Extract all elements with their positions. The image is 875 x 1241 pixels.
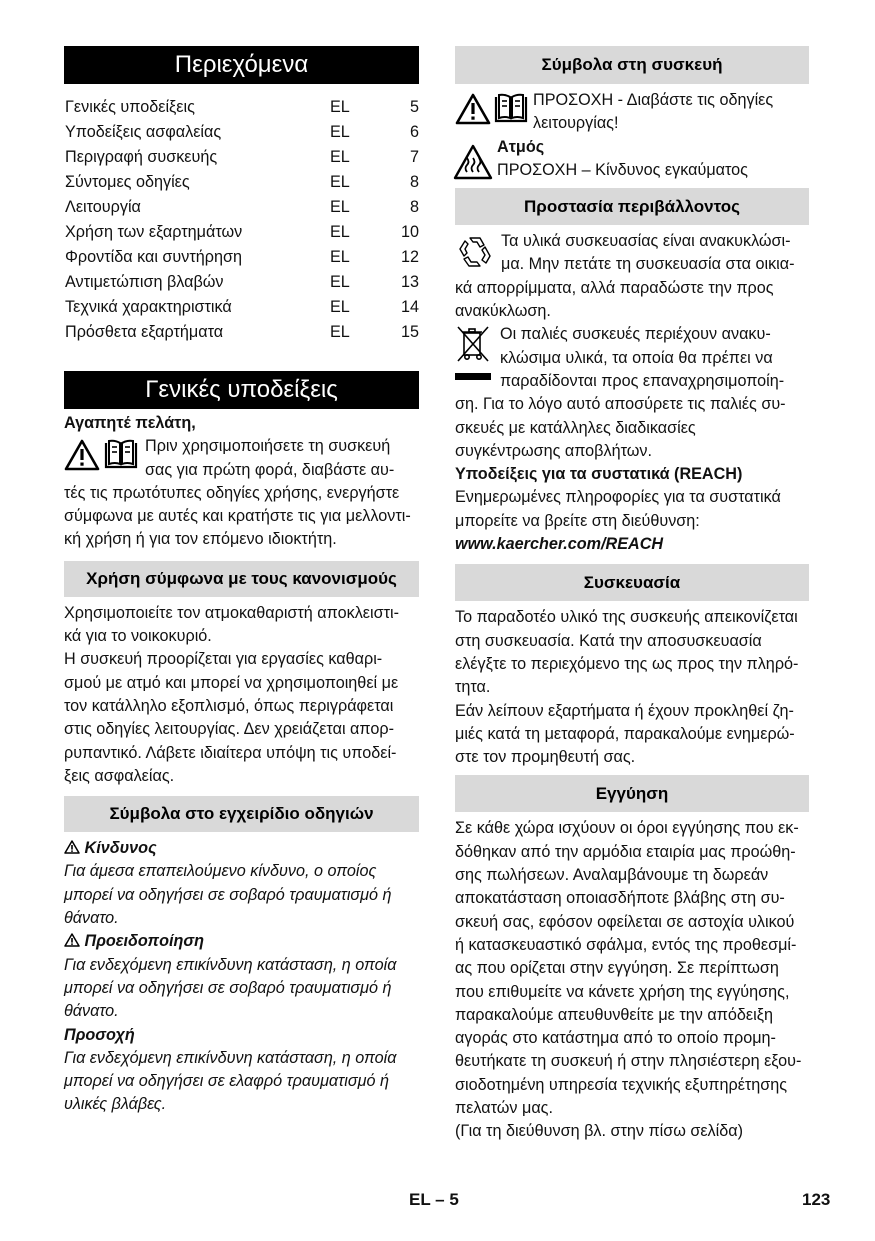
warning-triangle-icon xyxy=(455,93,491,125)
toc-entry-lang: EL xyxy=(330,198,350,216)
toc-entry[interactable] xyxy=(64,270,419,295)
left-column xyxy=(64,46,419,1117)
general-line-1: Πριν χρησιμοποιήσετε τη συσκευή xyxy=(145,437,391,456)
intended-use-body xyxy=(64,602,419,788)
toc-entry[interactable] xyxy=(64,320,419,345)
toc-entry-lang: EL xyxy=(330,98,350,116)
toc-entry[interactable] xyxy=(64,245,419,270)
old-devices-line: συγκέντρωσης αποβλήτων. xyxy=(455,441,652,460)
intended-use-heading: Χρήση σύμφωνα με τους κανονισμούς xyxy=(64,561,419,597)
packaging-text-line: στη συσκευασία. Κατά την αποσυσκευασία xyxy=(455,631,762,650)
toc-entry-title: Πρόσθετα εξαρτήματα xyxy=(65,323,224,341)
toc-entry-page: 6 xyxy=(409,123,419,141)
footer-section-code: EL – 5 xyxy=(409,1190,459,1209)
toc-entry-title: Αντιμετώπιση βλαβών xyxy=(65,273,224,291)
toc-entry-page: 15 xyxy=(400,323,419,341)
packaging-line: ανακύκλωση. xyxy=(455,302,551,321)
general-line-4: σύμφωνα με αυτές και κρατήστε τις για μελλοντι- xyxy=(64,507,411,526)
toc-entry-title: Γενικές υποδείξεις xyxy=(65,98,195,116)
intended-use-line: τον κατάλληλο εξοπλισμό, όπως περιγράφεται xyxy=(64,696,394,715)
recycling-paragraph xyxy=(455,230,809,323)
warning-heading xyxy=(64,930,419,953)
toc-entry-page: 13 xyxy=(400,273,419,291)
steam-hot-surface-icon xyxy=(453,144,493,180)
toc-entry-title: Περιγραφή συσκευής xyxy=(65,148,218,166)
toc-entry-lang: EL xyxy=(330,323,350,341)
intended-use-line: ρυπαντικό. Λάβετε ιδιαίτερα υπόψη τις υποδεί- xyxy=(64,743,397,762)
toc-entry-page: 7 xyxy=(409,148,419,166)
toc-list xyxy=(64,95,419,345)
manual-symbols-body xyxy=(64,837,419,1117)
toc-entry-page: 12 xyxy=(400,248,419,266)
warranty-line: (Για τη διεύθυνση βλ. στην πίσω σελίδα) xyxy=(455,1122,743,1141)
read-manual-line: λειτουργίας! xyxy=(533,114,619,133)
reach-heading: Υποδείξεις για τα συστατικά (REACH) xyxy=(455,465,743,484)
packaging-text-line: μιές κατά τη μεταφορά, παρακαλούμε ενημερώ- xyxy=(455,724,795,743)
warranty-body xyxy=(455,817,809,1143)
warning-line: Για ενδεχόμενη επικίνδυνη κατάσταση, η οποία xyxy=(64,955,397,974)
toc-entry[interactable] xyxy=(64,195,419,220)
warranty-line: δόθηκαν από την αρμόδια εταιρία μας προώθη- xyxy=(455,842,796,861)
warranty-heading: Εγγύηση xyxy=(455,775,809,812)
caution-line: υλικές βλάβες. xyxy=(64,1095,167,1114)
intended-use-line: σμού με ατμό και μπορεί να χρησιμοποιηθεί με xyxy=(64,673,399,692)
manual-book-icon xyxy=(103,439,139,471)
intended-use-line: Χρησιμοποιείτε τον ατμοκαθαριστή αποκλειστι- xyxy=(64,603,399,622)
packaging-heading: Συσκευασία xyxy=(455,564,809,601)
general-line-3: τές τις πρωτότυπες οδηγίες χρήσης, ενεργήστε xyxy=(64,483,400,502)
toc-entry-title: Υποδείξεις ασφαλείας xyxy=(65,123,222,141)
steam-label: Ατμός xyxy=(497,137,545,156)
toc-entry-lang: EL xyxy=(330,173,350,191)
old-devices-line: κλώσιμα υλικά, τα οποία θα πρέπει να xyxy=(500,348,773,367)
warranty-line: αποκατάσταση οποιασδήποτε βλάβης στη συ- xyxy=(455,889,785,908)
toc-entry-title: Χρήση των εξαρτημάτων xyxy=(65,223,243,241)
reach-line: μπορείτε να βρείτε στη διεύθυνση: xyxy=(455,511,700,530)
reach-url-link[interactable]: www.kaercher.com/REACH xyxy=(455,535,664,554)
warranty-line: ή κατασκευαστικό σφάλμα, εντός της προθεσμί- xyxy=(455,935,797,954)
old-devices-line: Οι παλιές συσκευές περιέχουν ανακυ- xyxy=(500,325,771,344)
packaging-body xyxy=(455,606,809,769)
intended-use-line: Η συσκευή προορίζεται για εργασίες καθαρι- xyxy=(64,650,383,669)
warning-line: θάνατο. xyxy=(64,1002,119,1021)
toc-entry-lang: EL xyxy=(330,223,350,241)
packaging-text-line: ελέγξτε το περιεχόμενο της ως προς την πληρό- xyxy=(455,654,799,673)
steam-text xyxy=(497,136,748,183)
danger-warning-icon xyxy=(64,840,80,854)
toc-entry-page: 14 xyxy=(400,298,419,316)
warranty-line: σιοδοτημένη υπηρεσία τεχνικής εξυπηρέτησης xyxy=(455,1075,788,1094)
toc-entry-title: Σύντομες οδηγίες xyxy=(65,173,190,191)
old-devices-line: σκευές με κατάλληλες διαδικασίες xyxy=(455,418,696,437)
general-line-5: κή χρήση ή για τον επόμενο ιδιοκτήτη. xyxy=(64,530,337,549)
danger-line: θάνατο. xyxy=(64,909,119,928)
environment-heading: Προστασία περιβάλλοντος xyxy=(455,188,809,225)
environment-body xyxy=(455,230,809,556)
device-symbols-heading: Σύμβολα στη συσκευή xyxy=(455,46,809,84)
caution-line: μπορεί να οδηγήσει σε ελαφρό τραυματισμό ή xyxy=(64,1072,389,1091)
toc-entry-lang: EL xyxy=(330,123,350,141)
packaging-text-line: στε τον προμηθευτή σας. xyxy=(455,748,636,767)
intended-use-line: κά για το νοικοκυριό. xyxy=(64,627,212,646)
recycling-icon xyxy=(455,233,495,273)
old-devices-paragraph xyxy=(455,323,809,463)
read-manual-symbol-row xyxy=(455,89,809,136)
toc-entry[interactable] xyxy=(64,95,419,120)
toc-entry[interactable] xyxy=(64,220,419,245)
steam-warning-text: ΠΡΟΣΟΧΗ – Κίνδυνος εγκαύματος xyxy=(497,160,748,179)
right-column xyxy=(455,46,809,1144)
packaging-text-line: Εάν λείπουν εξαρτήματα ή έχουν προκληθεί ζη- xyxy=(455,701,794,720)
intended-use-line: ξεις ασφαλείας. xyxy=(64,766,175,785)
toc-entry-lang: EL xyxy=(330,248,350,266)
toc-entry-page: 10 xyxy=(400,223,419,241)
warranty-line: παρακαλούμε απευθυνθείτε με την απόδειξη xyxy=(455,1005,773,1024)
danger-label: Κίνδυνος xyxy=(84,839,157,858)
packaging-line: μα. Μην πετάτε τη συσκευασία στα οικια- xyxy=(501,255,795,274)
toc-entry-lang: EL xyxy=(330,273,350,291)
general-body xyxy=(64,435,419,551)
greeting: Αγαπητέ πελάτη, xyxy=(64,414,196,432)
warranty-line: σης πωλήσεων. Αναλαμβάνουμε τη δωρεάν xyxy=(455,866,769,885)
manual-symbols-heading: Σύμβολα στο εγχειρίδιο οδηγιών xyxy=(64,796,419,832)
crossed-bin-icon xyxy=(455,324,491,364)
warranty-line: θευτήκατε τη συσκευή ή στην πλησιέστερη εξου- xyxy=(455,1052,802,1071)
general-line-2: σας για πρώτη φορά, διαβάστε αυ- xyxy=(145,460,395,479)
toc-entry-page: 8 xyxy=(409,173,419,191)
read-manual-line: ΠΡΟΣΟΧΗ - Διαβάστε τις οδηγίες xyxy=(533,91,774,109)
general-heading: Γενικές υποδείξεις xyxy=(64,371,419,409)
intended-use-line: στις οδηγίες λειτουργίας. Δεν χρειάζεται απορ- xyxy=(64,720,394,739)
general-icons xyxy=(64,439,139,471)
warning-icon xyxy=(64,933,80,947)
toc-entry[interactable] xyxy=(64,145,419,170)
warranty-line: πελατών μας. xyxy=(455,1098,553,1117)
packaging-text-line: Το παραδοτέο υλικό της συσκευής απεικονίζεται xyxy=(455,608,798,627)
packaging-text-line: τητα. xyxy=(455,678,491,697)
toc-entry-lang: EL xyxy=(330,298,350,316)
danger-line: Για άμεσα επαπειλούμενο κίνδυνο, ο οποίος xyxy=(64,862,377,881)
toc-entry-title: Φροντίδα και συντήρηση xyxy=(65,248,242,266)
old-devices-line: παραδίδονται προς επαναχρησιμοποίη- xyxy=(500,371,785,390)
toc-entry-title: Τεχνικά χαρακτηριστικά xyxy=(65,298,232,316)
warranty-line: σκευή σας, εφόσον οφείλεται σε αστοχία υλικού xyxy=(455,912,795,931)
caution-heading: Προσοχή xyxy=(64,1025,135,1044)
toc-entry[interactable] xyxy=(64,170,419,195)
warning-label: Προειδοποίηση xyxy=(84,932,204,951)
packaging-line: Τα υλικά συσκευασίας είναι ανακυκλώσι- xyxy=(501,232,791,251)
steam-icons xyxy=(453,144,493,180)
toc-entry[interactable] xyxy=(64,295,419,320)
toc-heading: Περιεχόμενα xyxy=(64,46,419,84)
caution-line: Για ενδεχόμενη επικίνδυνη κατάσταση, η οποία xyxy=(64,1048,397,1067)
warning-triangle-icon xyxy=(64,439,100,471)
manual-book-icon xyxy=(493,93,529,125)
read-manual-text xyxy=(533,89,773,136)
weee-icon-wrap xyxy=(455,324,495,380)
weee-bar xyxy=(455,373,491,380)
toc-entry-page: 8 xyxy=(409,198,419,216)
steam-symbol-row xyxy=(453,136,809,183)
read-manual-icons xyxy=(455,93,529,125)
reach-line: Ενημερωμένες πληροφορίες για τα συστατικά xyxy=(455,488,781,507)
toc-entry[interactable] xyxy=(64,120,419,145)
warranty-line: Σε κάθε χώρα ισχύουν οι όροι εγγύησης που εκ- xyxy=(455,819,799,838)
danger-heading xyxy=(64,837,419,860)
danger-line: μπορεί να οδηγήσει σε σοβαρό τραυματισμό ή xyxy=(64,885,392,904)
warranty-line: ας που ορίζεται στην εγγύηση. Σε περίπτωση xyxy=(455,959,779,978)
warning-line: μπορεί να οδηγήσει σε σοβαρό τραυματισμό ή xyxy=(64,978,392,997)
old-devices-line: ση. Για το λόγο αυτό αποσύρετε τις παλιές συ- xyxy=(455,395,786,414)
warranty-line: που επιθυμείτε να κάνετε χρήση της εγγύησης, xyxy=(455,982,790,1001)
footer-page-number: 123 xyxy=(802,1190,831,1209)
toc-entry-page: 5 xyxy=(409,98,419,116)
packaging-line: κά απορρίμματα, αλλά παραδώστε την προς xyxy=(455,278,774,297)
toc-entry-title: Λειτουργία xyxy=(65,198,141,216)
warranty-line: αγοράς στο κατάστημα από το οποίο προμη- xyxy=(455,1029,776,1048)
toc-entry-lang: EL xyxy=(330,148,350,166)
